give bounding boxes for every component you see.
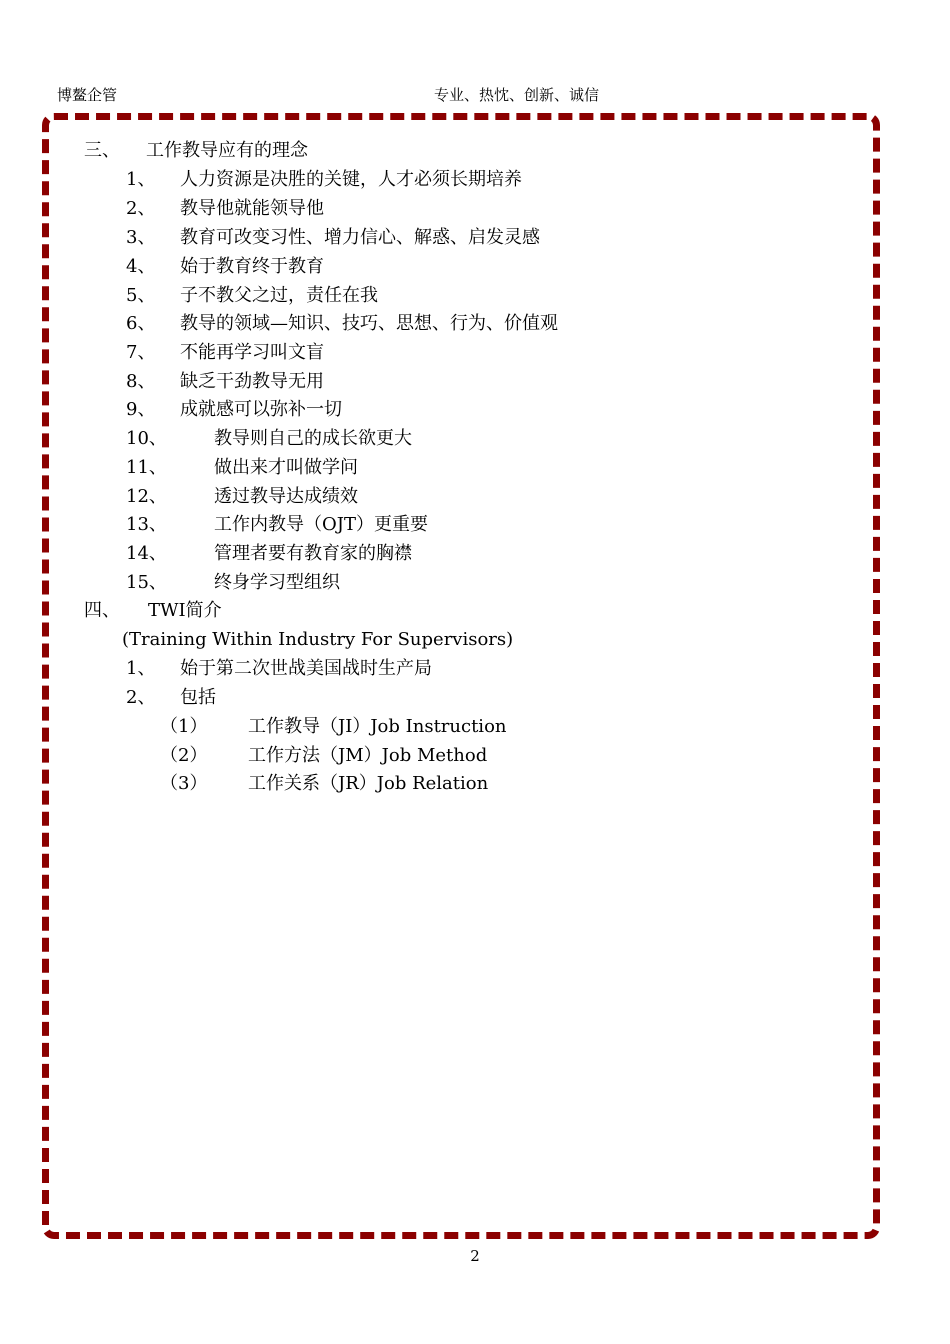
header-slogan: 专业、热忱、创新、诚信 <box>434 86 600 104</box>
page-border <box>42 113 880 1239</box>
section-title: TWI简介 <box>148 600 222 621</box>
item-text: 透过教导达成绩效 <box>214 486 358 507</box>
item-text: 工作内教导（OJT）更重要 <box>214 514 428 535</box>
list-item <box>126 514 428 536</box>
item-text: 教导他就能领导他 <box>180 198 324 219</box>
item-text: 工作方法（JM）Job Method <box>248 745 488 766</box>
item-text: 工作教导（JI）Job Instruction <box>248 716 507 737</box>
item-number: 13、 <box>126 514 167 535</box>
list-item <box>126 371 324 393</box>
item-text: 人力资源是决胜的关键，人才必须长期培养 <box>180 169 522 190</box>
list-item <box>126 169 522 191</box>
section-title: 工作教导应有的理念 <box>146 140 308 161</box>
list-item <box>126 313 558 335</box>
item-text: 教育可改变习性、增力信心、解惑、启发灵感 <box>180 227 540 248</box>
header-company: 博鳌企管 <box>57 86 118 104</box>
section-subtitle: (Training Within Industry For Supervisors) <box>122 629 514 650</box>
section-number: 四、 <box>84 600 120 621</box>
list-item <box>126 256 324 278</box>
item-number: 14、 <box>126 543 167 564</box>
item-number: 7、 <box>126 342 156 363</box>
item-number: 8、 <box>126 371 156 392</box>
item-number: 4、 <box>126 256 156 277</box>
item-number: 3、 <box>126 227 156 248</box>
item-text: 工作关系（JR）Job Relation <box>248 773 489 794</box>
page-number: 2 <box>470 1247 480 1265</box>
item-text: 管理者要有教育家的胸襟 <box>214 543 412 564</box>
list-item <box>126 658 432 680</box>
list-item <box>126 198 324 220</box>
item-number: 2、 <box>126 687 156 708</box>
item-number: 9、 <box>126 399 156 420</box>
section-3-heading <box>84 140 308 162</box>
item-number: 12、 <box>126 486 167 507</box>
section-number: 三、 <box>84 140 120 161</box>
list-item <box>126 457 358 479</box>
item-text: 包括 <box>180 687 216 708</box>
list-item <box>126 285 378 307</box>
item-number: 2、 <box>126 198 156 219</box>
item-text: 始于教育终于教育 <box>180 256 324 277</box>
item-number: （2） <box>160 745 208 766</box>
list-item <box>126 227 540 249</box>
list-item <box>126 687 216 709</box>
item-number: 1、 <box>126 658 156 679</box>
list-item <box>126 428 412 450</box>
item-number: 5、 <box>126 285 156 306</box>
list-item <box>126 342 324 364</box>
item-number: 6、 <box>126 313 156 334</box>
sub-list-item <box>160 773 489 795</box>
item-number: （1） <box>160 716 208 737</box>
item-number: （3） <box>160 773 208 794</box>
item-text: 教导的领域—知识、技巧、思想、行为、价值观 <box>180 313 558 334</box>
item-text: 终身学习型组织 <box>214 572 340 593</box>
item-number: 11、 <box>126 457 167 478</box>
list-item <box>126 543 412 565</box>
list-item <box>126 572 340 594</box>
item-number: 15、 <box>126 572 167 593</box>
item-number: 1、 <box>126 169 156 190</box>
item-text: 教导则自己的成长欲更大 <box>214 428 412 449</box>
sub-list-item <box>160 716 507 738</box>
item-text: 做出来才叫做学问 <box>214 457 358 478</box>
item-number: 10、 <box>126 428 167 449</box>
list-item <box>126 486 358 508</box>
item-text: 不能再学习叫文盲 <box>180 342 324 363</box>
sub-list-item <box>160 745 488 767</box>
list-item <box>126 399 342 421</box>
item-text: 子不教父之过，责任在我 <box>180 285 378 306</box>
section-4-heading <box>84 600 222 622</box>
item-text: 始于第二次世战美国战时生产局 <box>180 658 432 679</box>
item-text: 缺乏干劲教导无用 <box>180 371 324 392</box>
item-text: 成就感可以弥补一切 <box>180 399 342 420</box>
